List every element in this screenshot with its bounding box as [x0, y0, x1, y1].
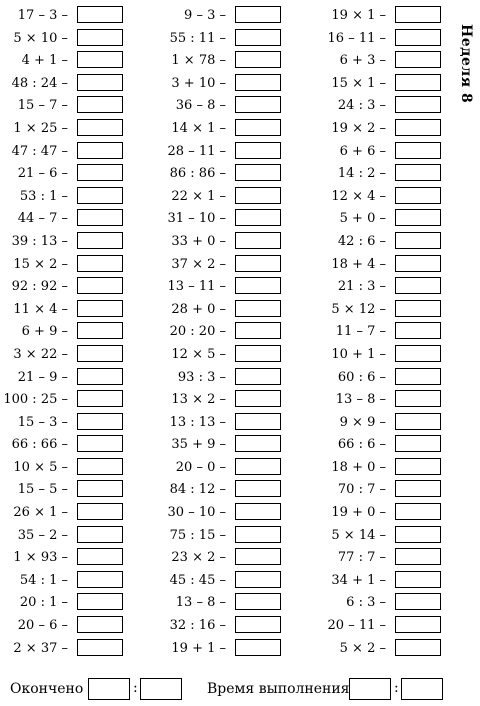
problem-row	[158, 503, 318, 526]
problem-expression: 11 – 7 –	[335, 324, 386, 340]
problem-row	[318, 255, 478, 278]
time-hours-box[interactable]	[349, 678, 391, 700]
problem-row	[0, 187, 160, 210]
problem-row	[0, 96, 160, 119]
problem-row	[318, 390, 478, 413]
problem-expression: 28 + 0 –	[171, 301, 226, 317]
problem-row	[158, 413, 318, 436]
answer-box[interactable]	[395, 368, 441, 385]
problem-row	[158, 322, 318, 345]
problem-expression: 60 : 6 –	[337, 369, 386, 385]
answer-box[interactable]	[235, 232, 281, 249]
problem-expression: 1 × 25 –	[13, 120, 68, 136]
problem-row	[158, 164, 318, 187]
problem-row	[158, 616, 318, 639]
problem-row	[0, 345, 160, 368]
problem-row	[318, 74, 478, 97]
problem-expression: 75 : 15 –	[169, 527, 226, 543]
problem-expression: 6 + 6 –	[339, 143, 386, 159]
answer-box[interactable]	[77, 322, 123, 339]
answer-box[interactable]	[235, 51, 281, 68]
answer-box[interactable]	[235, 209, 281, 226]
problem-expression: 22 × 1 –	[171, 188, 226, 204]
problem-expression: 28 – 11 –	[167, 143, 226, 159]
time-minutes-box[interactable]	[401, 678, 443, 700]
problem-row	[158, 209, 318, 232]
problem-row	[158, 51, 318, 74]
answer-box[interactable]	[235, 74, 281, 91]
answer-box[interactable]	[235, 639, 281, 656]
answer-box[interactable]	[77, 345, 123, 362]
problem-expression: 54 : 1 –	[19, 572, 68, 588]
problem-expression: 18 + 0 –	[331, 459, 386, 475]
answer-box[interactable]	[235, 164, 281, 181]
problem-expression: 11 × 4 –	[13, 301, 68, 317]
problem-expression: 12 × 5 –	[171, 346, 226, 362]
column-2	[158, 6, 318, 661]
problem-row	[318, 345, 478, 368]
finished-minutes-box[interactable]	[140, 678, 182, 700]
problem-expression: 86 : 86 –	[169, 166, 226, 182]
problem-row	[158, 255, 318, 278]
problem-expression: 39 : 13 –	[11, 233, 68, 249]
problem-expression: 20 – 0 –	[175, 459, 226, 475]
problem-row	[318, 232, 478, 255]
problem-expression: 77 : 7 –	[337, 550, 386, 566]
problem-row	[158, 96, 318, 119]
problem-expression: 2 × 37 –	[13, 640, 68, 656]
answer-box[interactable]	[395, 232, 441, 249]
problem-row	[0, 51, 160, 74]
problem-expression: 15 – 7 –	[17, 98, 68, 114]
answer-box[interactable]	[77, 616, 123, 633]
answer-box[interactable]	[235, 255, 281, 272]
problem-row	[318, 435, 478, 458]
answer-box[interactable]	[395, 458, 441, 475]
problem-row	[158, 232, 318, 255]
answer-box[interactable]	[235, 142, 281, 159]
problem-row	[318, 571, 478, 594]
problem-expression: 16 – 11 –	[327, 30, 386, 46]
problem-row	[318, 616, 478, 639]
answer-box[interactable]	[395, 300, 441, 317]
problem-expression: 21 – 6 –	[17, 166, 68, 182]
problem-row	[318, 322, 478, 345]
problem-expression: 18 + 4 –	[331, 256, 386, 272]
problem-row	[318, 209, 478, 232]
answer-box[interactable]	[77, 6, 123, 23]
problem-expression: 26 × 1 –	[13, 505, 68, 521]
answer-box[interactable]	[235, 96, 281, 113]
problem-expression: 48 : 24 –	[11, 75, 68, 91]
problem-row	[158, 74, 318, 97]
problem-row	[0, 74, 160, 97]
answer-box[interactable]	[235, 571, 281, 588]
answer-box[interactable]	[77, 255, 123, 272]
finished-hours-box[interactable]	[88, 678, 130, 700]
problem-row	[158, 29, 318, 52]
problem-expression: 70 : 7 –	[337, 482, 386, 498]
problem-row	[0, 503, 160, 526]
problem-expression: 15 – 5 –	[17, 482, 68, 498]
problem-row	[0, 616, 160, 639]
answer-box[interactable]	[395, 413, 441, 430]
problem-row	[158, 142, 318, 165]
problem-row	[318, 51, 478, 74]
answer-box[interactable]	[235, 616, 281, 633]
problem-row	[158, 300, 318, 323]
problem-expression: 5 × 10 –	[13, 30, 68, 46]
problem-expression: 6 + 3 –	[339, 53, 386, 69]
problem-row	[318, 300, 478, 323]
problem-expression: 42 : 6 –	[337, 233, 386, 249]
answer-box[interactable]	[235, 548, 281, 565]
problem-expression: 92 : 92 –	[11, 279, 68, 295]
time-label: Время выполнения	[207, 681, 350, 697]
answer-box[interactable]	[77, 390, 123, 407]
problem-expression: 13 : 13 –	[169, 414, 226, 430]
problem-row	[0, 322, 160, 345]
answer-box[interactable]	[77, 300, 123, 317]
problem-row	[318, 187, 478, 210]
problem-row	[0, 435, 160, 458]
answer-box[interactable]	[395, 29, 441, 46]
problem-row	[158, 639, 318, 662]
problem-expression: 66 : 66 –	[11, 437, 68, 453]
problem-expression: 66 : 6 –	[337, 437, 386, 453]
problem-expression: 3 + 10 –	[171, 75, 226, 91]
answer-box[interactable]	[235, 119, 281, 136]
problem-expression: 100 : 25 –	[3, 392, 68, 408]
problem-expression: 15 – 3 –	[17, 414, 68, 430]
problem-expression: 5 × 14 –	[331, 527, 386, 543]
answer-box[interactable]	[77, 142, 123, 159]
problem-row	[318, 548, 478, 571]
problem-row	[0, 571, 160, 594]
answer-box[interactable]	[395, 435, 441, 452]
answer-box[interactable]	[235, 435, 281, 452]
problem-expression: 19 + 1 –	[171, 640, 226, 656]
time-separator: :	[394, 680, 399, 696]
problem-row	[0, 209, 160, 232]
problem-row	[318, 29, 478, 52]
problem-expression: 33 + 0 –	[171, 233, 226, 249]
problem-row	[318, 6, 478, 29]
problem-expression: 10 + 1 –	[331, 346, 386, 362]
answer-box[interactable]	[235, 29, 281, 46]
answer-box[interactable]	[235, 300, 281, 317]
footer	[10, 678, 470, 702]
answer-box[interactable]	[77, 571, 123, 588]
week-label: Неделя 8	[458, 24, 474, 104]
problem-row	[318, 480, 478, 503]
problem-row	[318, 458, 478, 481]
answer-box[interactable]	[395, 255, 441, 272]
problem-row	[0, 548, 160, 571]
answer-box[interactable]	[235, 480, 281, 497]
problem-expression: 1 × 93 –	[13, 550, 68, 566]
problem-expression: 53 : 1 –	[19, 188, 68, 204]
answer-box[interactable]	[395, 6, 441, 23]
problem-expression: 3 × 22 –	[13, 346, 68, 362]
problem-expression: 13 – 8 –	[175, 595, 226, 611]
problem-expression: 35 – 2 –	[17, 527, 68, 543]
answer-box[interactable]	[77, 277, 123, 294]
problem-row	[158, 480, 318, 503]
problem-expression: 34 + 1 –	[331, 572, 386, 588]
problem-expression: 23 × 2 –	[171, 550, 226, 566]
problem-expression: 17 – 3 –	[17, 8, 68, 23]
problem-expression: 47 : 47 –	[11, 143, 68, 159]
problem-row	[158, 548, 318, 571]
problem-row	[318, 639, 478, 662]
problem-expression: 32 : 16 –	[169, 618, 226, 634]
problem-row	[0, 6, 160, 29]
problem-row	[158, 458, 318, 481]
problem-expression: 5 × 2 –	[339, 640, 386, 656]
problem-row	[158, 119, 318, 142]
answer-box[interactable]	[235, 458, 281, 475]
problem-row	[318, 526, 478, 549]
answer-box[interactable]	[77, 209, 123, 226]
answer-box[interactable]	[395, 390, 441, 407]
problem-expression: 20 – 6 –	[17, 618, 68, 634]
problem-row	[0, 142, 160, 165]
problem-row	[318, 503, 478, 526]
answer-box[interactable]	[77, 51, 123, 68]
problem-row	[0, 639, 160, 662]
problem-expression: 44 – 7 –	[17, 211, 68, 227]
problem-expression: 9 × 9 –	[339, 414, 386, 430]
answer-box[interactable]	[235, 526, 281, 543]
problem-row	[0, 526, 160, 549]
problem-expression: 5 × 12 –	[331, 301, 386, 317]
answer-box[interactable]	[395, 548, 441, 565]
problem-expression: 15 × 2 –	[13, 256, 68, 272]
problem-row	[0, 119, 160, 142]
problem-expression: 55 : 11 –	[169, 30, 226, 46]
problem-expression: 20 – 11 –	[327, 618, 386, 634]
problem-expression: 6 : 3 –	[346, 595, 386, 611]
problem-row	[158, 368, 318, 391]
problem-row	[158, 345, 318, 368]
answer-box[interactable]	[235, 187, 281, 204]
problem-row	[0, 368, 160, 391]
answer-box[interactable]	[77, 593, 123, 610]
answer-box[interactable]	[395, 480, 441, 497]
answer-box[interactable]	[395, 119, 441, 136]
problem-expression: 19 + 0 –	[331, 505, 386, 521]
problem-expression: 20 : 20 –	[169, 324, 226, 340]
finished-separator: :	[133, 680, 138, 696]
answer-box[interactable]	[77, 413, 123, 430]
column-3	[318, 6, 478, 661]
answer-box[interactable]	[395, 526, 441, 543]
problem-row	[0, 593, 160, 616]
problem-row	[318, 96, 478, 119]
problem-expression: 36 – 8 –	[175, 98, 226, 114]
answer-box[interactable]	[235, 277, 281, 294]
problem-expression: 14 : 2 –	[337, 166, 386, 182]
answer-box[interactable]	[395, 322, 441, 339]
answer-box[interactable]	[395, 503, 441, 520]
problem-expression: 19 × 2 –	[331, 120, 386, 136]
problem-expression: 45 : 45 –	[169, 572, 226, 588]
answer-box[interactable]	[77, 368, 123, 385]
problem-row	[158, 6, 318, 29]
problem-row	[158, 571, 318, 594]
problem-expression: 10 × 5 –	[13, 459, 68, 475]
problem-expression: 13 × 2 –	[171, 392, 226, 408]
answer-box[interactable]	[395, 96, 441, 113]
problem-expression: 13 – 11 –	[167, 279, 226, 295]
problem-row	[318, 142, 478, 165]
answer-box[interactable]	[235, 345, 281, 362]
answer-box[interactable]	[395, 593, 441, 610]
problem-expression: 13 – 8 –	[335, 392, 386, 408]
answer-box[interactable]	[77, 74, 123, 91]
answer-box[interactable]	[77, 548, 123, 565]
answer-box[interactable]	[77, 526, 123, 543]
problem-row	[0, 480, 160, 503]
column-1	[0, 6, 160, 661]
answer-box[interactable]	[77, 187, 123, 204]
answer-box[interactable]	[395, 639, 441, 656]
answer-box[interactable]	[395, 277, 441, 294]
problem-row	[0, 29, 160, 52]
answer-box[interactable]	[77, 503, 123, 520]
problem-row	[0, 164, 160, 187]
problem-row	[0, 458, 160, 481]
answer-box[interactable]	[395, 209, 441, 226]
answer-box[interactable]	[395, 571, 441, 588]
answer-box[interactable]	[235, 322, 281, 339]
answer-box[interactable]	[77, 639, 123, 656]
problem-expression: 20 : 1 –	[19, 595, 68, 611]
problem-row	[158, 187, 318, 210]
answer-box[interactable]	[77, 29, 123, 46]
answer-box[interactable]	[395, 345, 441, 362]
problem-row	[0, 390, 160, 413]
answer-box[interactable]	[395, 51, 441, 68]
answer-box[interactable]	[77, 232, 123, 249]
answer-box[interactable]	[395, 142, 441, 159]
answer-box[interactable]	[77, 119, 123, 136]
answer-box[interactable]	[77, 458, 123, 475]
problem-expression: 6 + 9 –	[21, 324, 68, 340]
problem-row	[158, 593, 318, 616]
answer-box[interactable]	[77, 435, 123, 452]
answer-box[interactable]	[395, 616, 441, 633]
answer-box[interactable]	[395, 74, 441, 91]
answer-box[interactable]	[235, 593, 281, 610]
problem-expression: 14 × 1 –	[171, 120, 226, 136]
problem-row	[0, 255, 160, 278]
answer-box[interactable]	[395, 164, 441, 181]
problem-row	[318, 368, 478, 391]
answer-box[interactable]	[235, 6, 281, 23]
answer-box[interactable]	[235, 390, 281, 407]
answer-box[interactable]	[77, 164, 123, 181]
answer-box[interactable]	[235, 503, 281, 520]
problem-row	[0, 413, 160, 436]
problem-expression: 24 : 3 –	[337, 98, 386, 114]
answer-box[interactable]	[77, 480, 123, 497]
problem-expression: 15 × 1 –	[331, 75, 386, 91]
answer-box[interactable]	[395, 187, 441, 204]
problem-expression: 84 : 12 –	[169, 482, 226, 498]
problem-row	[318, 277, 478, 300]
problem-expression: 9 – 3 –	[184, 8, 226, 23]
problem-expression: 31 – 10 –	[167, 211, 226, 227]
answer-box[interactable]	[235, 368, 281, 385]
problem-row	[0, 300, 160, 323]
problem-expression: 12 × 4 –	[331, 188, 386, 204]
problem-row	[0, 277, 160, 300]
problem-row	[0, 232, 160, 255]
problem-row	[318, 164, 478, 187]
answer-box[interactable]	[235, 413, 281, 430]
problem-row	[318, 593, 478, 616]
problem-expression: 30 – 10 –	[167, 505, 226, 521]
problem-expression: 5 + 0 –	[339, 211, 386, 227]
answer-box[interactable]	[77, 96, 123, 113]
problem-row	[158, 277, 318, 300]
problem-expression: 93 : 3 –	[177, 369, 226, 385]
problem-row	[158, 526, 318, 549]
problem-row	[318, 119, 478, 142]
problem-expression: 21 – 9 –	[17, 369, 68, 385]
problem-row	[158, 435, 318, 458]
problem-expression: 37 × 2 –	[171, 256, 226, 272]
problem-expression: 1 × 78 –	[171, 53, 226, 69]
problem-row	[158, 390, 318, 413]
problem-row	[318, 413, 478, 436]
problem-expression: 21 : 3 –	[337, 279, 386, 295]
problem-expression: 19 × 1 –	[331, 8, 386, 23]
problem-expression: 35 + 9 –	[171, 437, 226, 453]
problem-expression: 4 + 1 –	[21, 53, 68, 69]
finished-label: Окончено	[10, 681, 84, 697]
